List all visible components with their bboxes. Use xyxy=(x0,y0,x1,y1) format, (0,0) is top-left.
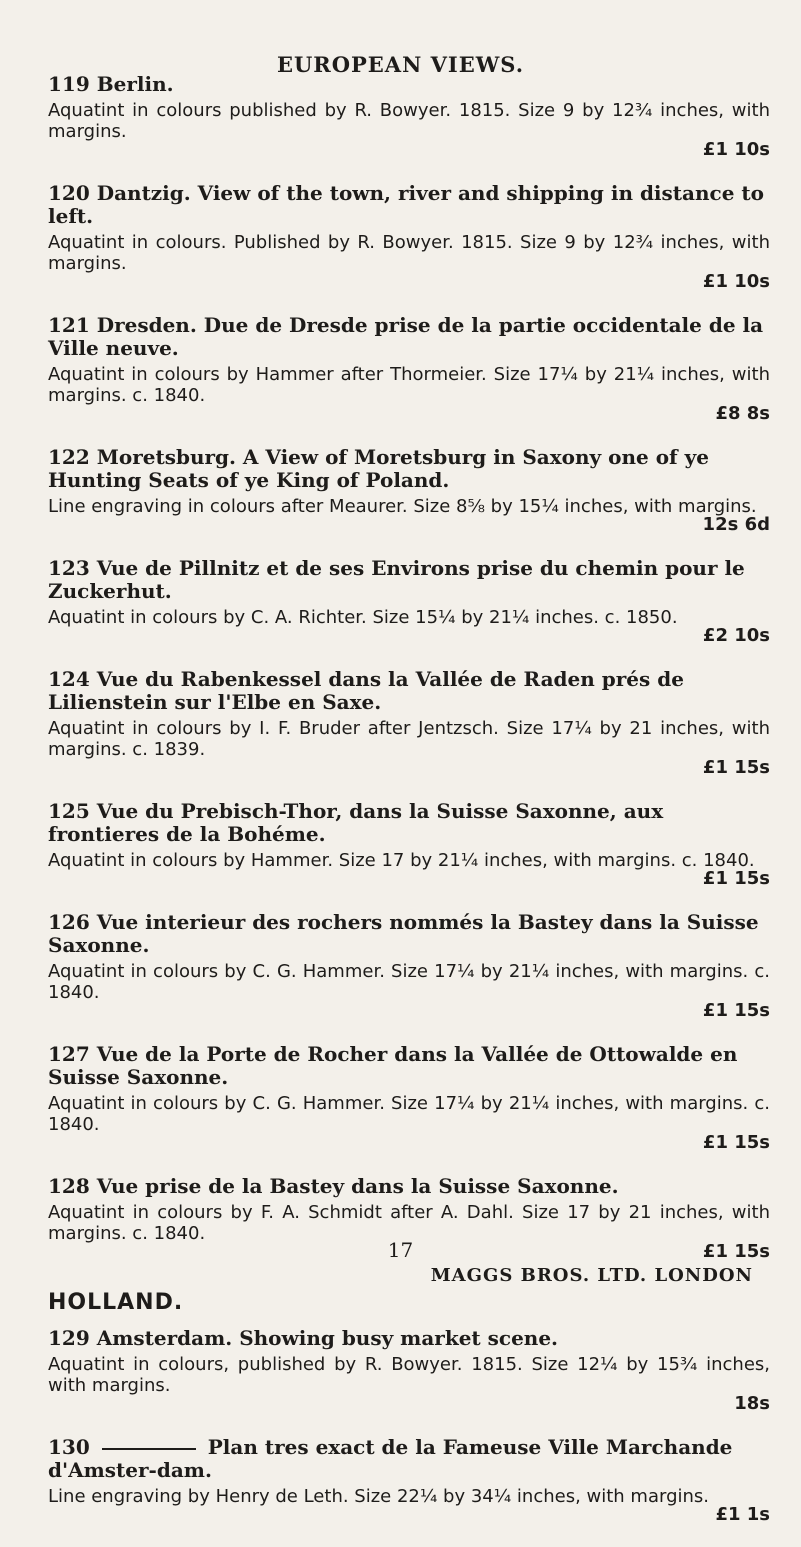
catalogue-entry xyxy=(48,1043,770,1153)
entry-title: Vue prise de la Bastey dans la Suisse Saxonne. xyxy=(96,1174,619,1198)
entry-price: £1 10s xyxy=(702,271,770,292)
entry-number: 129 xyxy=(48,1326,90,1350)
entry-description: Aquatint in colours by C. G. Hammer. Size 17¼ by 21¼ inches, with margins. c. 1840. xyxy=(48,961,770,1003)
catalogue-entry xyxy=(48,446,770,535)
entry-price: £8 8s xyxy=(715,403,770,424)
entry-description: Aquatint in colours by C. A. Richter. Size 15¼ by 21¼ inches. c. 1850. xyxy=(48,607,678,628)
catalogue-entry xyxy=(48,73,770,160)
entry-heading xyxy=(48,73,770,96)
entry-description: Line engraving by Henry de Leth. Size 22¼ by 34¼ inches, with margins. xyxy=(48,1486,710,1507)
entry-title: Vue interieur des rochers nommés la Bastey dans la Suisse Saxonne. xyxy=(48,910,759,957)
entry-heading xyxy=(48,1043,770,1089)
entry-description: Aquatint in colours by I. F. Bruder after Jentzsch. Size 17¼ by 21 inches, with margins. c. 1839. xyxy=(48,718,770,760)
entry-title: Dresden. Due de Dresde prise de la partie occidentale de la Ville neuve. xyxy=(48,313,764,360)
entry-number: 121 xyxy=(48,313,90,337)
entry-price: £1 15s xyxy=(702,868,770,889)
entry-heading xyxy=(48,182,770,228)
entry-number: 120 xyxy=(48,181,90,205)
entry-price: 12s 6d xyxy=(702,514,770,535)
entry-title: Berlin. xyxy=(96,72,174,96)
entry-price: £1 15s xyxy=(702,757,770,778)
publisher-footer: MAGGS BROS. LTD. LONDON xyxy=(430,1265,753,1286)
entry-description: Aquatint in colours. Published by R. Bowyer. 1815. Size 9 by 12¾ inches, with margins. xyxy=(48,232,770,274)
entry-title: Vue du Prebisch-Thor, dans la Suisse Saxonne, aux frontieres de la Bohéme. xyxy=(48,799,664,846)
catalogue-entry xyxy=(48,911,770,1021)
entry-heading xyxy=(48,668,770,714)
entry-title: Vue de la Porte de Rocher dans la Vallée de Ottowalde en Suisse Saxonne. xyxy=(48,1042,738,1089)
entry-price: £2 10s xyxy=(702,625,770,646)
entry-heading xyxy=(48,446,770,492)
catalogue-entry xyxy=(48,557,770,646)
entry-price: £1 1s xyxy=(715,1504,770,1525)
entry-number: 119 xyxy=(48,72,90,96)
entry-price: 18s xyxy=(734,1393,770,1414)
entry-description: Aquatint in colours, published by R. Bowyer. 1815. Size 12¼ by 15¾ inches, with margins. xyxy=(48,1354,770,1396)
entry-number: 123 xyxy=(48,556,90,580)
entry-price: £1 10s xyxy=(702,139,770,160)
entry-heading xyxy=(48,1327,770,1350)
entry-description: Aquatint in colours published by R. Bowyer. 1815. Size 9 by 12¾ inches, with margins. xyxy=(48,100,770,142)
entry-number: 127 xyxy=(48,1042,90,1066)
entry-number: 130 xyxy=(48,1435,90,1459)
entry-number: 124 xyxy=(48,667,90,691)
catalogue-entry xyxy=(48,1436,770,1525)
entry-heading xyxy=(48,1436,770,1482)
page-number: 17 xyxy=(387,1238,414,1262)
entry-description: Aquatint in colours by C. G. Hammer. Size 17¼ by 21¼ inches, with margins. c. 1840. xyxy=(48,1093,770,1135)
catalogue-entry xyxy=(48,182,770,292)
entry-price: £1 15s xyxy=(702,1241,770,1262)
entry-title: Amsterdam. Showing busy market scene. xyxy=(96,1326,559,1350)
entry-heading xyxy=(48,314,770,360)
catalogue-entry xyxy=(48,314,770,424)
entry-title: Moretsburg. A View of Moretsburg in Saxony one of ye Hunting Seats of ye King of Poland. xyxy=(48,445,709,492)
entry-description: Aquatint in colours by F. A. Schmidt after A. Dahl. Size 17 by 21 inches, with margins. c. 1840. xyxy=(48,1202,770,1244)
catalogue-entry xyxy=(48,668,770,778)
entry-number: 122 xyxy=(48,445,90,469)
entry-description: Aquatint in colours by Hammer. Size 17 by 21¼ inches, with margins. c. 1840. xyxy=(48,850,755,871)
entry-title: Vue de Pillnitz et de ses Environs prise du chemin pour le Zuckerhut. xyxy=(48,556,745,603)
entry-heading xyxy=(48,557,770,603)
entry-description: Line engraving in colours after Meaurer. Size 8⅝ by 15¼ inches, with margins. xyxy=(48,496,757,517)
entry-heading xyxy=(48,800,770,846)
catalogue-entry xyxy=(48,1327,770,1414)
entry-heading xyxy=(48,911,770,957)
entry-price: £1 15s xyxy=(702,1132,770,1153)
entry-heading xyxy=(48,1175,770,1198)
entry-title: Vue du Rabenkessel dans la Vallée de Raden prés de Lilienstein sur l'Elbe en Saxe. xyxy=(48,667,684,714)
entry-number: 128 xyxy=(48,1174,90,1198)
entries-list xyxy=(48,73,770,1262)
entry-title: Plan tres exact de la Fameuse Ville Marchande d'Amster-dam. xyxy=(48,1435,733,1482)
holland-list xyxy=(48,1327,770,1525)
entry-number: 126 xyxy=(48,910,90,934)
entry-price: £1 15s xyxy=(702,1000,770,1021)
catalogue-content xyxy=(48,73,770,1547)
page-header: EUROPEAN VIEWS. xyxy=(276,52,525,77)
entry-description: Aquatint in colours by Hammer after Thormeier. Size 17¼ by 21¼ inches, with margins. c. 1840. xyxy=(48,364,770,406)
entry-title: Dantzig. View of the town, river and shipping in distance to left. xyxy=(48,181,764,228)
ditto-dash xyxy=(102,1448,196,1450)
section-heading: HOLLAND. xyxy=(48,1290,184,1315)
catalogue-entry xyxy=(48,800,770,889)
entry-number: 125 xyxy=(48,799,90,823)
